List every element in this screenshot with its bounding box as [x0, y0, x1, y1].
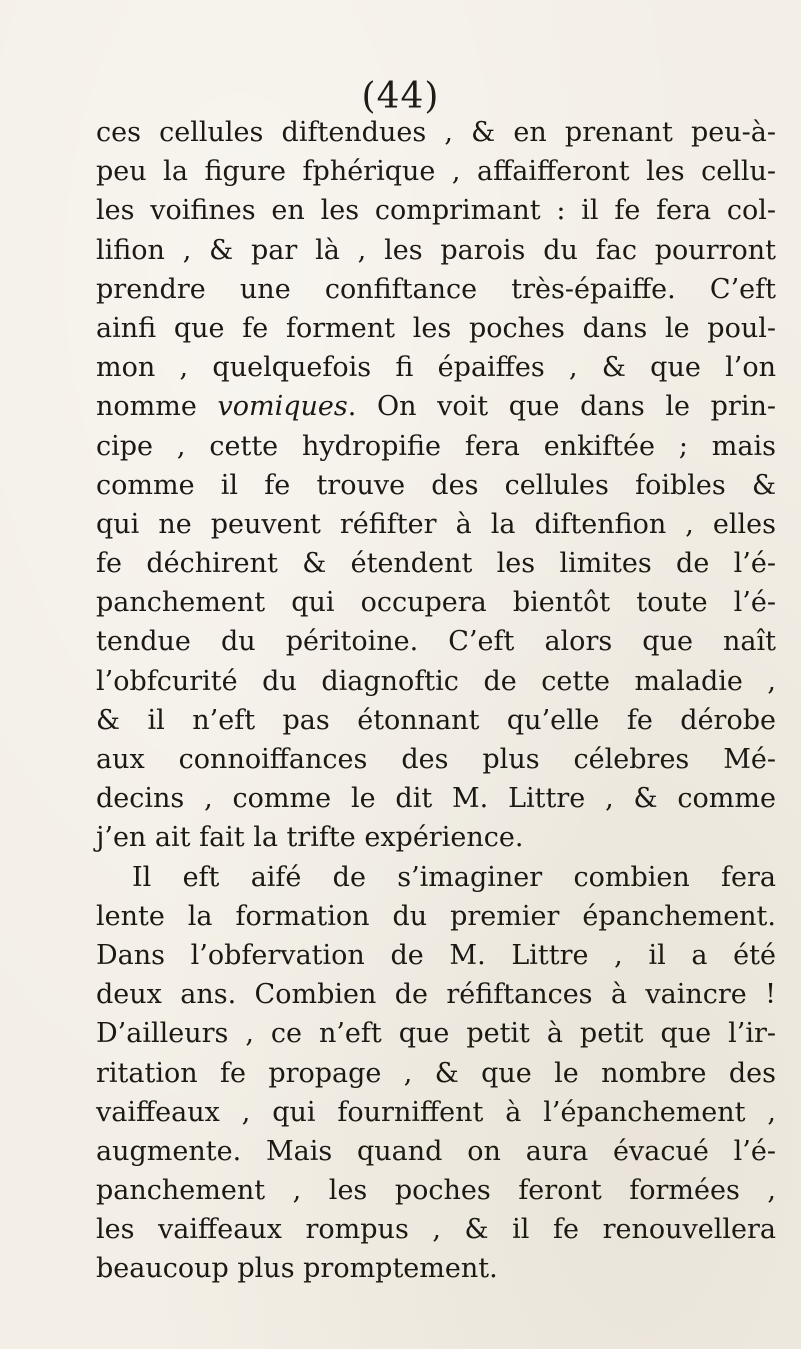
- text-line: fe déchirent & étendent les limites de l’é-: [96, 548, 776, 580]
- text-line-with-italic: [96, 387, 776, 426]
- text-line: D’ailleurs , ce n’eft que petit à petit que l’ir-: [96, 1018, 776, 1050]
- text-line: lifion , & par là , les parois du fac pourront: [96, 234, 776, 266]
- text-line: qui ne peuvent réfifter à la diftenfion , elles: [96, 508, 776, 540]
- text-line: ainfi que fe forment les poches dans le poul-: [96, 312, 776, 344]
- text-line: panchement qui occupera bientôt toute l’é-: [96, 587, 776, 619]
- text-line: l’obfcurité du diagnoftic de cette maladie ,: [96, 665, 776, 697]
- text-line: beaucoup plus promptement.: [96, 1253, 498, 1285]
- text-segment: . On voit que dans le prin-: [347, 391, 776, 423]
- text-line: les voifines en les comprimant : il fe fera col-: [96, 195, 776, 227]
- text-line: lente la formation du premier épanchement.: [96, 900, 776, 932]
- text-line: prendre une confiftance très-épaiffe. C’eft: [96, 273, 776, 305]
- text-line: & il n’eft pas étonnant qu’elle fe dérobe: [96, 704, 776, 736]
- text-line: Dans l’obfervation de M. Littre , il a été: [96, 939, 776, 971]
- text-line: ritation fe propage , & que le nombre des: [96, 1057, 776, 1089]
- text-segment: nomme: [96, 391, 218, 423]
- page-number: (44): [361, 76, 440, 117]
- text-line: panchement , les poches feront formées ,: [96, 1175, 776, 1207]
- text-line: cipe , cette hydropifie fera enkiftée ; mais: [96, 430, 776, 462]
- text-line: ces cellules diftendues , & en prenant peu-à-: [96, 117, 776, 148]
- text-line: Il eft aifé de s’imaginer combien fera: [132, 861, 776, 893]
- text-line: tendue du péritoine. C’eft alors que naît: [96, 626, 776, 658]
- italic-term: vomiques: [217, 391, 348, 423]
- text-line: les vaiffeaux rompus , & il fe renouvellera: [96, 1214, 776, 1246]
- text-line: deux ans. Combien de réfiftances à vaincre !: [96, 979, 776, 1011]
- text-line: comme il fe trouve des cellules foibles &: [96, 469, 776, 501]
- text-line: augmente. Mais quand on aura évacué l’é-: [96, 1135, 776, 1167]
- text-line: aux connoiffances des plus célebres Mé-: [96, 744, 776, 775]
- text-line: mon , quelquefois fi épaiffes , & que l’on: [96, 352, 776, 384]
- body-text: [96, 113, 776, 1289]
- text-line: peu la figure fphérique , affaifferont les cellu-: [96, 156, 776, 188]
- text-line: j’en ait fait la trifte expérience.: [96, 822, 524, 854]
- text-line: decins , comme le dit M. Littre , & comme: [96, 783, 776, 815]
- text-line: vaiffeaux , qui fourniffent à l’épanchement ,: [96, 1096, 776, 1128]
